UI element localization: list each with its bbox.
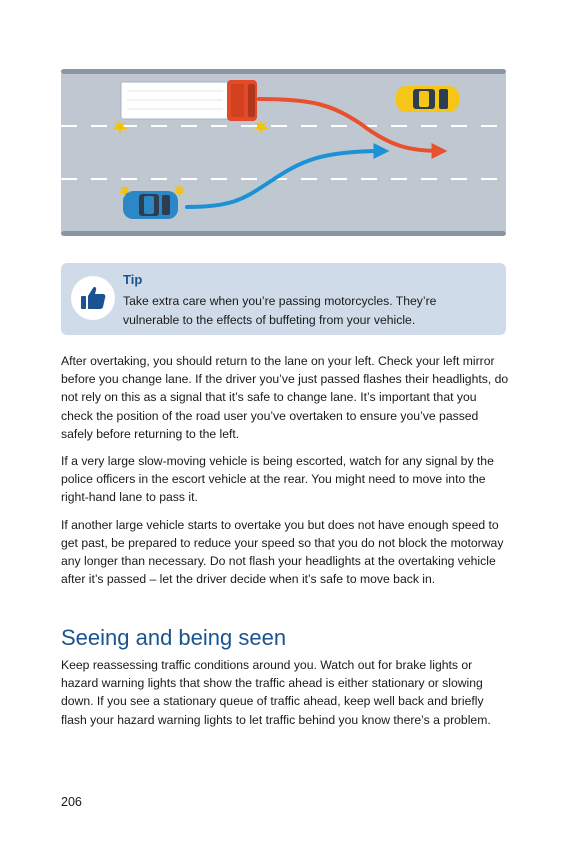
body-text [61, 352, 511, 597]
page-number: 206 [61, 795, 82, 809]
road-edge-bottom [61, 231, 506, 236]
tip-text: Take extra care when you’re passing motorcycles. They’re vulnerable to the effects of buffeting from your vehicle. [123, 294, 437, 327]
paragraph-escorted-vehicle: If a very large slow-moving vehicle is being escorted, watch for any signal by the police officers in the escort vehicle at the rear. You might need to move into the right-hand lane to pass it. [61, 454, 494, 505]
paragraph-large-vehicle-overtaking: If another large vehicle starts to overtake you but does not have enough speed to get past, be prepared to reduce your speed so that you do not block the motorway any longer than necessary. Do not flash your headlights at the overtaking vehicle after it’s passed – let the driver decide when it’s safe to move back in. [61, 517, 504, 587]
yellow-car [396, 86, 459, 112]
paragraph-after-overtaking: After overtaking, you should return to the lane on your left. Check your left mirror before you change lane. If the driver you’ve just passed flashes their headlights, do not rely on this as a signal that it’s safe to change lane. It’s important that you check the position of the road user you’ve overtaken to ensure you’ve passed safely before returning to the left. [61, 354, 509, 441]
section-text: Keep reassessing traffic conditions around you. Watch out for brake lights or hazard warning lights that show the traffic ahead is either stationary or slowing down. If you see a stationary queue of traffic ahead, keep well back and briefly flash your hazard warning lights to let traffic behind you know there’s a problem. [61, 658, 491, 727]
tip-box [61, 263, 506, 335]
section-heading: Seeing and being seen [61, 625, 287, 650]
blue-car [123, 191, 178, 219]
overtaking-illustration [61, 69, 506, 236]
tip-title: Tip [123, 272, 143, 287]
lorry [121, 80, 257, 121]
thumbs-up-icon [71, 276, 115, 320]
road-edge-top [61, 69, 506, 74]
